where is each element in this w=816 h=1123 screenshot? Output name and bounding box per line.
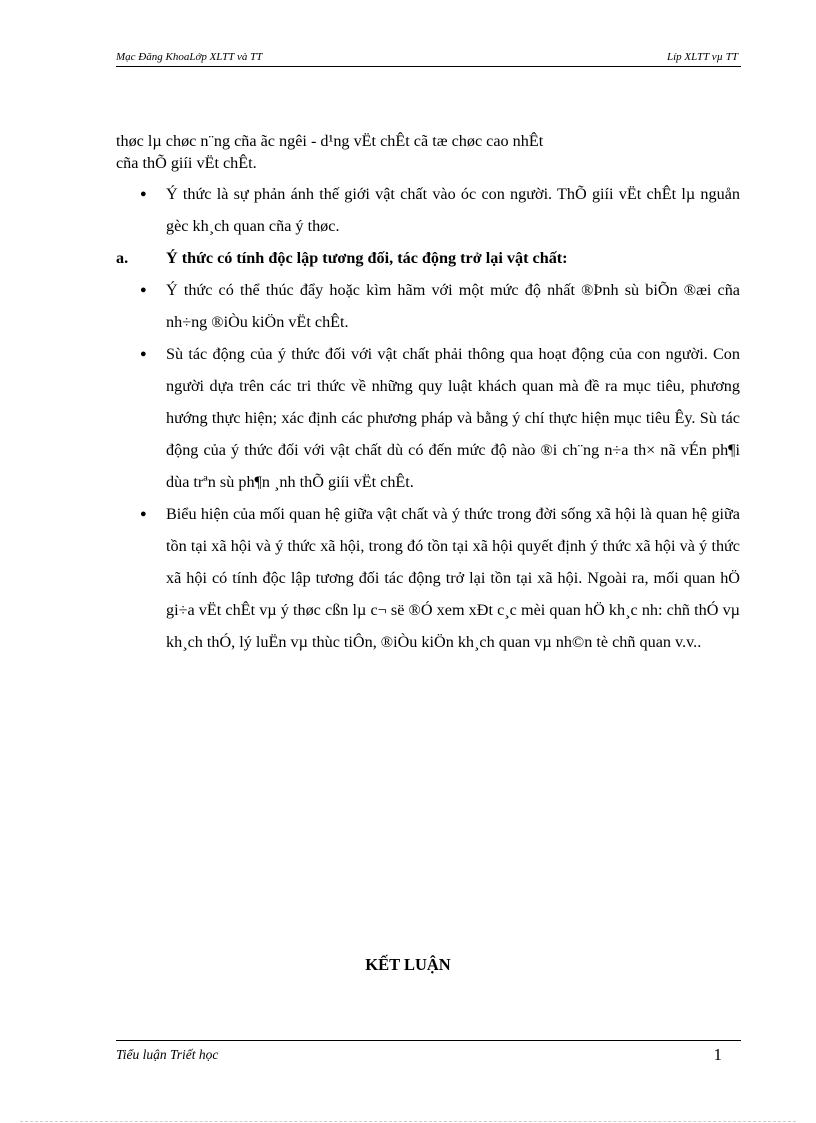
header-right-text: Líp XLTT vµ TT: [666, 51, 738, 63]
page-bottom-edge: [20, 1121, 796, 1122]
document-body: [116, 130, 740, 658]
bullet-icon: ●: [140, 348, 147, 360]
footer-left-text: Tiểu luận Triết học: [116, 1047, 219, 1062]
page-header: [116, 48, 740, 66]
bullet-text: Ý thức là sự phản ánh thế giới vật chất vào óc con người. ThÕ giíi vËt chÊt lµ nguån gèc kh¸ch quan cña ý thøc.: [166, 185, 740, 235]
intro-line-1: thøc lµ chøc n¨ng cña ãc ngêi - d¹ng vËt chÊt cã tæ chøc cao nhÊt: [116, 132, 544, 150]
section-heading: [116, 242, 740, 274]
bullet-text: Biểu hiện của mối quan hệ giữa vật chất và ý thức trong đời sống xã hội là quan hệ giữa tồn tại xã hội và ý thức xã hội, trong đó tồn tại xã hội quyết định ý thức xã hội và ý thức xã hội có tính độc lập tương đối tác động trở lại tồn tại xã hội. Ngoài ra, mối quan hÖ gi÷a vËt chÊt vµ ý thøc cßn lµ c¬ së ®Ó xem xÐt c¸c mèi quan hÖ kh¸c nh: chñ thÓ vµ kh¸ch thÓ, lý luËn vµ thùc tiÔn, ®iÒu kiÖn kh¸ch quan vµ nh©n tè chñ quan v.v..: [166, 505, 740, 651]
page-footer: [116, 1044, 740, 1066]
bullet-text: Ý thức có thể thúc đẩy hoặc kìm hãm với một mức độ nhất ®Þnh sù biÕn ®æi cña nh÷ng ®iÒu kiÖn vËt chÊt.: [166, 281, 740, 331]
bullet-icon: ●: [140, 284, 147, 296]
bullet-icon: ●: [140, 508, 147, 520]
intro-line-2: cña thÕ giíi vËt chÊt.: [116, 154, 257, 172]
bullet-icon: ●: [140, 188, 147, 200]
conclusion-heading: KẾT LUẬN: [365, 955, 451, 974]
header-rule: [116, 66, 741, 67]
bullet-item: [116, 498, 740, 658]
bullet-item: [116, 178, 740, 242]
footer-rule: [116, 1040, 741, 1041]
section-heading-text: Ý thức có tính độc lập tương đối, tác động trở lại vật chất:: [166, 249, 568, 267]
bullet-item: [116, 274, 740, 338]
bullet-item: [116, 338, 740, 498]
page-number: 1: [713, 1045, 722, 1064]
bullet-text: Sù tác động của ý thức đối với vật chất phải thông qua hoạt động của con người. Con người dựa trên các tri thức về những quy luật khách quan mà đề ra mục tiêu, phương hướng thực hiện; xác định các phương pháp và bằng ý chí thực hiện mục tiêu Êy. Sù tác động của ý thức đối với vật chất dù có đến mức độ nào ®i ch¨ng n÷a th× nã vÉn ph¶i dùa trªn sù ph¶n ¸nh thÕ giíi vËt chÊt.: [166, 345, 740, 491]
header-left-text: Mạc Đăng KhoaLớp XLTT và TT: [116, 51, 263, 63]
section-marker: a.: [116, 249, 129, 267]
